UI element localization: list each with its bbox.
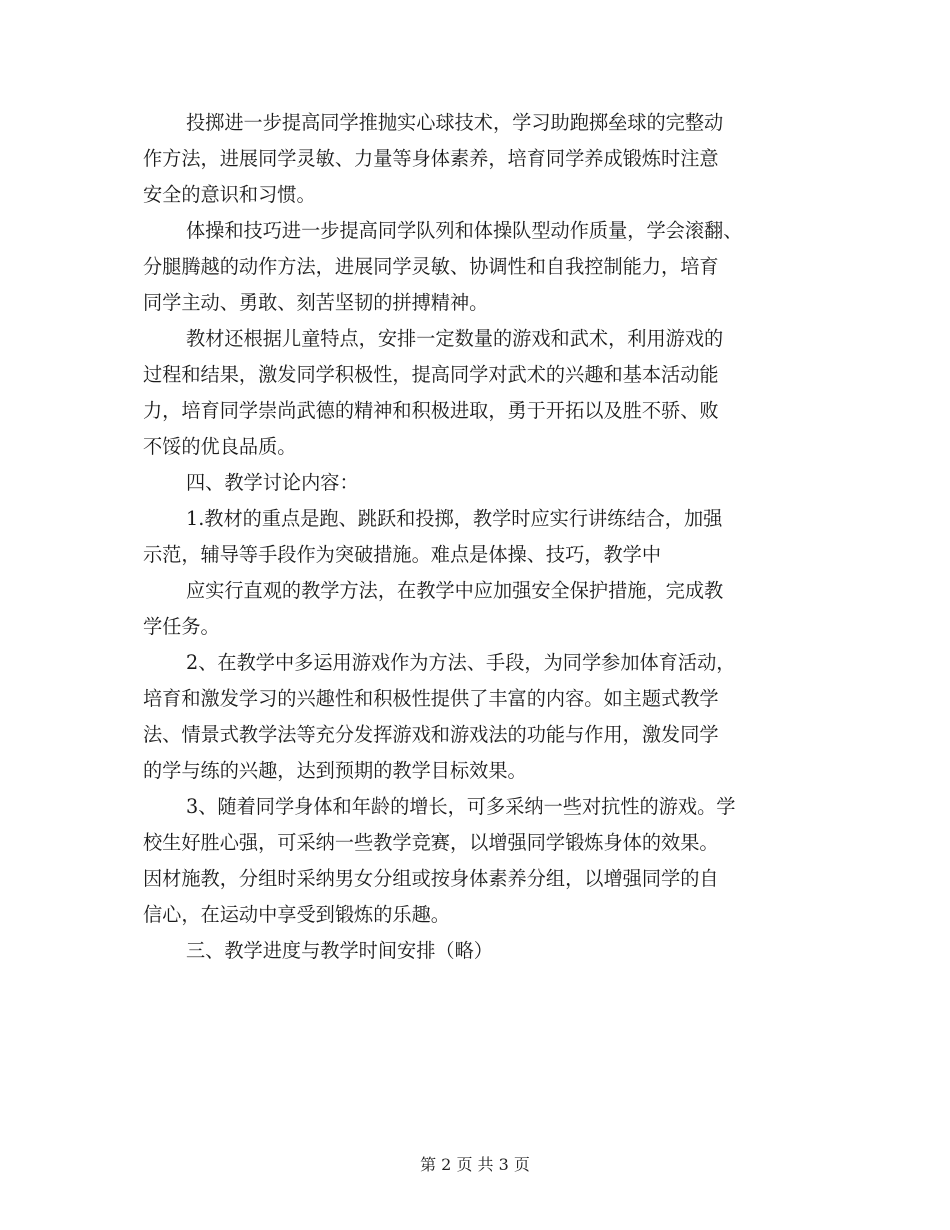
- text-line: 因材施教，分组时采纳男女分组或按身体素养分组，以增强同学的自: [143, 867, 719, 890]
- paragraph-gymnastics: [143, 213, 823, 321]
- text-line: 应实行直观的教学方法，在教学中应加强安全保护措施，完成教: [186, 579, 724, 602]
- section-heading-schedule: [143, 933, 823, 969]
- text-line: 安全的意识和习惯。: [143, 183, 316, 206]
- text-line: 2、在教学中多运用游戏作为方法、手段，为同学参加体育活动，: [186, 651, 736, 674]
- text-line: 同学主动、勇敢、刻苦坚韧的拼搏精神。: [143, 291, 489, 314]
- paragraph-games-martial-arts: [143, 321, 823, 465]
- text-line: 教材还根据儿童特点，安排一定数量的游戏和武术，利用游戏的: [186, 327, 724, 350]
- paragraph-item-3: [143, 789, 823, 933]
- text-line: 作方法，进展同学灵敏、力量等身体素养，培育同学养成锻炼时注意: [143, 147, 719, 170]
- text-line: 信心，在运动中享受到锻炼的乐趣。: [143, 903, 450, 926]
- page-number-footer: 第 2 页 共 3 页: [420, 1155, 530, 1174]
- paragraph-item-1: [143, 501, 823, 573]
- text-line: 1.教材的重点是跑、跳跃和投掷，教学时应实行讲练结合，加强: [186, 507, 723, 530]
- text-line: 3、随着同学身体和年龄的增长，可多采纳一些对抗性的游戏。学: [186, 795, 736, 818]
- text-line: 投掷进一步提高同学推抛实心球技术，学习助跑掷垒球的完整动: [186, 111, 724, 134]
- text-line: 法、情景式教学法等充分发挥游戏和游戏法的功能与作用，激发同学: [143, 723, 719, 746]
- text-line: 分腿腾越的动作方法，进展同学灵敏、协调性和自我控制能力，培育: [143, 255, 719, 278]
- text-line: 培育和激发学习的兴趣性和积极性提供了丰富的内容。如主题式教学: [143, 687, 719, 710]
- text-line: 校生好胜心强，可采纳一些教学竞赛，以增强同学锻炼身体的效果。: [143, 831, 719, 854]
- text-line: 示范，辅导等手段作为突破措施。难点是体操、技巧，教学中: [143, 543, 662, 566]
- paragraph-item-1-continued: [143, 573, 823, 645]
- text-line: 不馁的优良品质。: [143, 435, 297, 458]
- text-line: 的学与练的兴趣，达到预期的教学目标效果。: [143, 759, 527, 782]
- paragraph-throwing: [143, 105, 823, 213]
- text-line: 学任务。: [143, 615, 220, 638]
- text-line: 力，培育同学崇尚武德的精神和积极进取，勇于开拓以及胜不骄、败: [143, 399, 719, 422]
- text-line: 过程和结果，激发同学积极性，提高同学对武术的兴趣和基本活动能: [143, 363, 719, 386]
- text-line: 三、教学进度与教学时间安排（略）: [186, 939, 493, 962]
- document-body: [143, 105, 823, 969]
- paragraph-item-2: [143, 645, 823, 789]
- text-line: 体操和技巧进一步提高同学队列和体操队型动作质量，学会滚翻、: [186, 219, 743, 242]
- section-heading-discussion: [143, 465, 823, 501]
- text-line: 四、教学讨论内容：: [186, 471, 359, 494]
